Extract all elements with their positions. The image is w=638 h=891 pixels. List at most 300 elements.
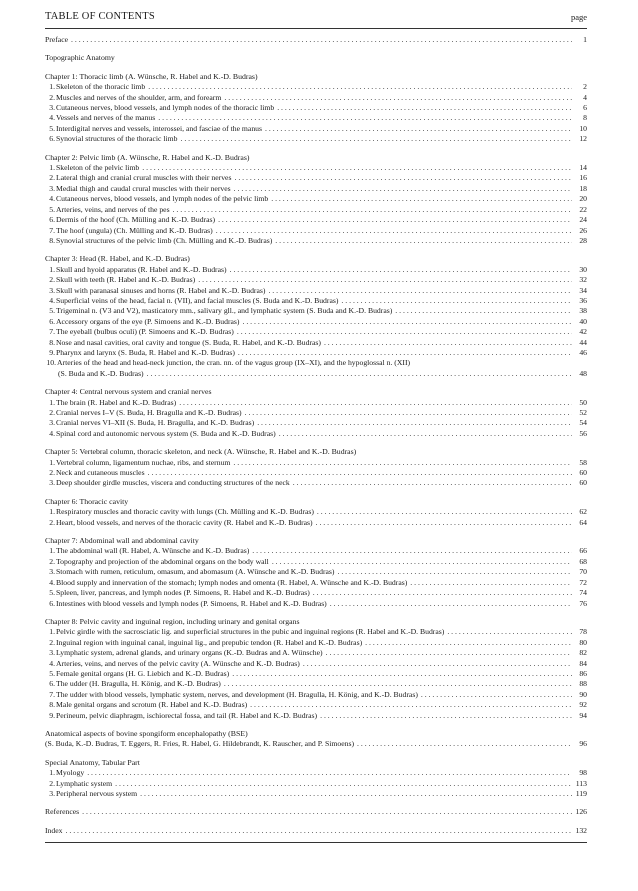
dot-leader: [216, 226, 572, 236]
entry-title: The abdominal wall (R. Habel, A. Wünsche and K.-D. Budras): [56, 546, 250, 556]
page-number: 16: [579, 173, 587, 183]
entry-title: Arteries, veins, and nerves of the pes: [56, 204, 170, 214]
chapter-gap: [45, 609, 587, 617]
dot-leader: [320, 711, 572, 721]
entry-title: Skull with paranasal sinuses and horns (R. Habel and K.-D. Budras): [56, 285, 266, 295]
page-number: 90: [579, 689, 587, 699]
entry-title: Accessory organs of the eye (P. Simoens and K.-D. Budras): [56, 316, 240, 326]
entry-number: 2.: [49, 92, 55, 102]
entry-number: 1.: [49, 546, 55, 556]
chapter-entry[interactable]: [45, 317, 587, 327]
entry-title: Blood supply and innervation of the stomach; lymph nodes and omenta (R. Habel, A. Wünsche and K.-D. Budras): [56, 577, 408, 587]
page-number: 12: [579, 134, 587, 144]
chapter-entry[interactable]: [45, 468, 587, 478]
entry-title: Interdigital nerves and vessels, interossei, and fasciae of the manus: [56, 123, 263, 133]
dot-leader: [147, 369, 572, 379]
entry-title: Skull and hyoid apparatus (R. Habel and K.-D. Budras): [56, 264, 227, 274]
dot-leader: [317, 507, 572, 517]
chapter-title: Chapter 8: Pelvic cavity and inguinal region, including urinary and genital organs: [45, 616, 300, 626]
section-title-topographic: Topographic Anatomy: [45, 53, 115, 63]
dot-leader: [365, 638, 572, 648]
chapter-entry[interactable]: [45, 679, 587, 689]
chapter-entry[interactable]: [45, 134, 587, 144]
page-number: 126: [575, 807, 587, 817]
page-number: 2: [583, 82, 587, 92]
entry-title: Arteries, veins, and nerves of the pelvic cavity (A. Wünsche and K.-D. Budras): [56, 658, 300, 668]
page-number: 70: [579, 567, 587, 577]
entry-title: Synovial structures of the pelvic limb (Ch. Mülling and K.-D. Budras): [56, 235, 273, 245]
chapter-entry[interactable]: [45, 236, 587, 246]
dot-leader: [234, 184, 572, 194]
dot-leader: [82, 807, 572, 817]
chapter-entry[interactable]: [45, 348, 587, 358]
page-number: 42: [579, 327, 587, 337]
dot-leader: [148, 468, 572, 478]
entry-number: 4.: [49, 428, 55, 438]
page-number: 56: [579, 428, 587, 438]
dot-leader: [410, 578, 572, 588]
chapter-title: Chapter 5: Vertebral column, thoracic skeleton, and neck (A. Wünsche, R. Habel and K.-D. Budras): [45, 447, 357, 457]
entry-title: Vertebral column, ligamentum nuchae, ribs, and sternum: [56, 457, 231, 467]
entry-title: Topography and projection of the abdominal organs on the body wall: [56, 556, 269, 566]
dot-leader: [341, 296, 572, 306]
dot-leader: [257, 418, 572, 428]
chapter-gap: [45, 528, 587, 536]
chapter-title: Chapter 4: Central nervous system and cranial nerves: [45, 387, 212, 397]
chapter-entry[interactable]: [45, 478, 587, 488]
entry-title: Medial thigh and caudal crural muscles with their nerves: [56, 183, 231, 193]
entry-title: Dermis of the hoof (Ch. Mülling and K.-D. Budras): [56, 215, 216, 225]
chapter-2: [45, 153, 587, 247]
entry-number: 6.: [49, 598, 55, 608]
entry-title: Lymphatic system: [56, 778, 113, 788]
chapter-gap: [45, 379, 587, 387]
page-number: 76: [579, 598, 587, 608]
chapter-entry[interactable]: [45, 567, 587, 577]
entry-number: 8.: [49, 337, 55, 347]
chapter-entry[interactable]: [45, 458, 587, 468]
page-number: 52: [579, 408, 587, 417]
toc-entry-bse[interactable]: (S. Buda, K.-D. Budras, T. Eggers, R. Fries, R. Habel, G. Hildebrandt, K. Rauscher, and P. Simoens) . . . 96: [45, 739, 587, 749]
dot-leader: [271, 194, 572, 204]
entry-title: Superficial veins of the head, facial n. (VII), and facial muscles (S. Buda and K.-D. Budras): [56, 295, 339, 305]
dot-leader: [293, 478, 572, 488]
page-number: 92: [579, 700, 587, 710]
entry-number: 2.: [49, 173, 55, 183]
dot-leader: [115, 779, 572, 789]
special-title: Special Anatomy, Tabular Part: [45, 757, 140, 767]
entry-title-continuation: (S. Buda and K.-D. Budras): [58, 368, 144, 378]
chapter-entry[interactable]: [45, 93, 587, 103]
chapter-entry[interactable]: [45, 286, 587, 296]
entry-number: 2.: [49, 517, 55, 527]
special-entry[interactable]: [45, 768, 587, 778]
entry-number: 4.: [49, 658, 55, 668]
entry-number: 8.: [49, 700, 55, 710]
chapter-entry[interactable]: [45, 215, 587, 225]
chapter-entry[interactable]: [45, 507, 587, 517]
page-number: 58: [579, 457, 587, 467]
entry-title: Arteries of the head and head-neck junction, the cran. nn. of the vagus group (IX–XI), and the hypoglossal n. (XII): [57, 358, 411, 368]
entry-number: 2.: [49, 637, 55, 647]
page-number: 119: [575, 789, 587, 798]
entry-title: Cutaneous nerves, blood vessels, and lymph nodes of the pelvic limb: [56, 194, 269, 204]
dot-leader: [232, 669, 572, 679]
page-number: 6: [583, 103, 587, 113]
dot-leader: [252, 546, 572, 556]
entry-number: 5.: [49, 204, 55, 214]
entry-number: 3.: [49, 648, 55, 658]
entry-title: Stomach with rumen, reticulum, omasum, and abomasum (A. Wünsche and K.-D. Budras): [56, 567, 335, 577]
chapter-gap: [45, 439, 587, 447]
dot-leader: [233, 458, 572, 468]
entry-number: 3.: [49, 418, 55, 428]
entry-number: 6.: [49, 679, 55, 689]
entry-title: Lymphatic system, adrenal glands, and urinary organs (K.-D. Budras and A. Wünsche): [56, 648, 323, 658]
toc-entry-index[interactable]: Index . . . 132: [45, 826, 587, 836]
page-number: 20: [579, 194, 587, 204]
page-number: 94: [579, 710, 587, 720]
chapter-5: [45, 447, 587, 489]
page-number: 132: [575, 825, 587, 835]
dot-leader: [326, 648, 572, 658]
entry-number: 1.: [49, 397, 55, 407]
page-number: 68: [579, 556, 587, 566]
chapter-entry[interactable]: [45, 627, 587, 637]
page-number: 38: [579, 306, 587, 316]
entry-number: 4.: [49, 113, 55, 123]
entry-number: 3.: [49, 183, 55, 193]
entry-number: 2.: [49, 556, 55, 566]
entry-title: Peripheral nervous system: [56, 789, 138, 798]
entry-title: Female genital organs (H. G. Liebich and K.-D. Budras): [56, 668, 230, 678]
entry-number: 2.: [49, 275, 55, 285]
dot-leader: [265, 124, 572, 134]
chapter-list: [45, 64, 587, 721]
page-number: 64: [579, 517, 587, 527]
entry-number: 10.: [46, 358, 56, 368]
dot-leader: [447, 627, 572, 637]
chapter-title: Chapter 7: Abdominal wall and abdominal cavity: [45, 536, 199, 546]
page-number: 96: [579, 739, 587, 749]
chapter-entry[interactable]: [45, 638, 587, 648]
page-number: 86: [579, 668, 587, 678]
entry-title: The hoof (ungula) (Ch. Mülling and K.-D. Budras): [56, 225, 213, 235]
chapter-gap: [45, 246, 587, 254]
entry-number: 9.: [49, 710, 55, 720]
chapter-entry[interactable]: [45, 648, 587, 658]
chapter-entry[interactable]: [45, 557, 587, 567]
chapter-entry[interactable]: [45, 546, 587, 556]
dot-leader: [421, 690, 572, 700]
entry-title: Spinal cord and autonomic nervous system (S. Buda and K.-D. Budras): [56, 428, 276, 438]
page-number: 1: [583, 35, 587, 44]
footer-rule: [45, 842, 587, 843]
dot-leader: [357, 739, 572, 749]
page-number: 44: [579, 337, 587, 347]
page-number: 54: [579, 418, 587, 428]
entry-title: Muscles and nerves of the shoulder, arm, and forearm: [56, 92, 222, 102]
entry-title: Pharynx and larynx (S. Buda, R. Habel and K.-D. Budras): [56, 347, 235, 357]
entry-title: Skeleton of the thoracic limb: [56, 82, 146, 92]
entry-number: 1.: [49, 768, 55, 778]
dot-leader: [179, 398, 572, 408]
entry-number: 7.: [49, 689, 55, 699]
page-number: 26: [579, 225, 587, 235]
entry-number: 3.: [49, 567, 55, 577]
chapter-entry[interactable]: [45, 690, 587, 700]
page-number: 88: [579, 679, 587, 689]
page-column-label: page: [570, 12, 587, 22]
chapter-entry[interactable]: [45, 306, 587, 316]
entry-number: 2.: [49, 408, 55, 417]
page-number: 14: [579, 163, 587, 173]
entry-number: 3.: [49, 285, 55, 295]
chapter-entry[interactable]: [45, 265, 587, 275]
page-number: 74: [579, 588, 587, 598]
dot-leader: [224, 679, 572, 689]
entry-number: 1.: [49, 264, 55, 274]
chapter-4: [45, 387, 587, 439]
entry-number: 1.: [49, 457, 55, 467]
entry-title: The udder (H. Bragulla, H. König, and K.-D. Budras): [56, 679, 221, 689]
entry-number: 9.: [49, 347, 55, 357]
entry-title: Vessels and nerves of the manus: [56, 113, 156, 123]
dot-leader: [250, 700, 572, 710]
chapter-entry[interactable]: [45, 82, 587, 92]
chapter-entry[interactable]: [45, 418, 587, 428]
page-number: 10: [579, 123, 587, 133]
chapter-entry[interactable]: [45, 578, 587, 588]
dot-leader: [279, 429, 572, 439]
chapter-entry-continuation[interactable]: [45, 369, 587, 379]
entry-title: Pelvic girdle with the sacrosciatic lig. and superficial structures in the pubic and inguinal regions (R. Habel and K.-D. Budras): [56, 627, 445, 637]
chapter-entry[interactable]: [45, 173, 587, 183]
chapter-entry[interactable]: [45, 194, 587, 204]
dot-leader: [395, 306, 572, 316]
entry-title: Cranial nerves VI–XII (S. Buda, H. Bragulla, and K.-D. Budras): [56, 418, 255, 428]
page-number: 62: [579, 507, 587, 517]
chapter-entry[interactable]: [45, 669, 587, 679]
page-number: 113: [575, 778, 587, 788]
page-number: 98: [579, 768, 587, 778]
chapter-entry[interactable]: [45, 518, 587, 528]
dot-leader: [198, 275, 572, 285]
chapter-3: [45, 254, 587, 379]
entry-number: 1.: [49, 82, 55, 92]
chapter-8: [45, 617, 587, 721]
dot-leader: [245, 408, 572, 418]
entry-number: 4.: [49, 295, 55, 305]
entry-title: Intestines with blood vessels and lymph nodes (P. Simoens, R. Habel and K.-D. Budras): [56, 598, 327, 608]
toc-entry-preface[interactable]: Preface . . . 1: [45, 35, 587, 45]
entry-number: 6.: [49, 316, 55, 326]
page-number: 28: [579, 235, 587, 245]
page-number: 66: [579, 546, 587, 556]
dot-leader: [218, 215, 572, 225]
chapter-entry[interactable]: [45, 124, 587, 134]
dot-leader: [173, 205, 572, 215]
chapter-entry[interactable]: [45, 296, 587, 306]
entry-number: 5.: [49, 123, 55, 133]
dot-leader: [224, 93, 572, 103]
chapter-entry[interactable]: [45, 398, 587, 408]
entry-title: Cranial nerves I–V (S. Buda, H. Bragulla and K.-D. Budras): [56, 408, 242, 417]
entry-title: Nose and nasal cavities, oral cavity and tongue (S. Buda, R. Habel, and K.-D. Budras): [56, 337, 321, 347]
entry-title: Lateral thigh and cranial crural muscles with their nerves: [56, 173, 232, 183]
entry-number: 5.: [49, 668, 55, 678]
entry-title: Respiratory muscles and thoracic cavity with lungs (Ch. Mülling and K.-D. Budras): [56, 507, 314, 517]
entry-number: 3.: [49, 789, 55, 798]
chapter-7: [45, 536, 587, 609]
toc-header: [45, 11, 587, 25]
chapter-gap: [45, 64, 587, 72]
page-number: 50: [579, 397, 587, 407]
entry-number: 3.: [49, 103, 55, 113]
page-number: 72: [579, 577, 587, 587]
entry-number: 1.: [49, 163, 55, 173]
dot-leader: [324, 338, 572, 348]
dot-leader: [237, 327, 572, 337]
entry-number: 4.: [49, 577, 55, 587]
dot-leader: [337, 567, 572, 577]
chapter-1: [45, 72, 587, 145]
chapter-entry[interactable]: [45, 588, 587, 598]
entry-title: Heart, blood vessels, and nerves of the thoracic cavity (R. Habel and K.-D. Budras): [56, 517, 313, 527]
entry-number: 7.: [49, 225, 55, 235]
chapter-entry[interactable]: [45, 659, 587, 669]
entry-title: The udder with blood vessels, lymphatic system, nerves, and development (H. Bragulla, H. König, and K.-D. Budras): [56, 689, 418, 699]
entry-title: Skull with teeth (R. Habel and K.-D. Budras): [56, 275, 196, 285]
chapter-entry[interactable]: [45, 700, 587, 710]
entry-number: 2.: [49, 778, 55, 788]
entry-number: 1.: [49, 627, 55, 637]
entry-title: The eyeball (bulbus oculi) (P. Simoens and K.-D. Budras): [56, 327, 234, 337]
toc-page: [45, 0, 587, 836]
page-number: 34: [579, 285, 587, 295]
chapter-title: Chapter 2: Pelvic limb (A. Wünsche, R. Habel and K.-D. Budras): [45, 152, 250, 162]
dot-leader: [234, 173, 572, 183]
dot-leader: [313, 588, 572, 598]
page-number: 82: [579, 648, 587, 658]
toc-entry-references[interactable]: References . . . 126: [45, 807, 587, 817]
page-number: 24: [579, 215, 587, 225]
entry-number: 5.: [49, 588, 55, 598]
entry-number: 6.: [49, 134, 55, 144]
chapter-entry[interactable]: [45, 408, 587, 418]
page-number: 8: [583, 113, 587, 123]
entry-number: 3.: [49, 478, 55, 488]
chapter-gap: [45, 145, 587, 153]
dot-leader: [71, 35, 572, 45]
entry-title: Neck and cutaneous muscles: [56, 468, 145, 478]
chapter-title: Chapter 1: Thoracic limb (A. Wünsche, R. Habel and K.-D. Budras): [45, 71, 258, 81]
chapter-entry[interactable]: [45, 429, 587, 439]
dot-leader: [87, 768, 572, 778]
entry-number: 5.: [49, 306, 55, 316]
special-entry[interactable]: [45, 779, 587, 789]
toc-title: TABLE OF CONTENTS: [45, 11, 155, 22]
entry-title: Deep shoulder girdle muscles, viscera and conducting structures of the neck: [56, 478, 290, 488]
page-number: 60: [579, 478, 587, 488]
entry-number: 7.: [49, 327, 55, 337]
entry-title: Inguinal region with inguinal canal, inguinal lig., and prepubic tendon (R. Habel and K.-D. Budras): [56, 637, 363, 647]
dot-leader: [272, 557, 572, 567]
dot-leader: [330, 599, 572, 609]
chapter-entry[interactable]: [45, 205, 587, 215]
chapter-entry[interactable]: [45, 113, 587, 123]
chapter-entry[interactable]: [45, 226, 587, 236]
entry-number: 2.: [49, 468, 55, 478]
dot-leader: [180, 134, 572, 144]
chapter-entry[interactable]: [45, 599, 587, 609]
chapter-entry[interactable]: [45, 711, 587, 721]
dot-leader: [66, 826, 572, 836]
entry-title: Myology: [56, 768, 85, 778]
dot-leader: [148, 82, 572, 92]
entry-number: 4.: [49, 194, 55, 204]
chapter-entry[interactable]: [45, 338, 587, 348]
entry-title: Trigeminal n. (V3 and V2), masticatory mm., salivary gll., and lymphatic system (S. Buda and K.-D. Budras): [56, 306, 393, 316]
special-list: [45, 768, 587, 799]
chapter-entry[interactable]: [45, 275, 587, 285]
bse-title: Anatomical aspects of bovine spongiform encephalopathy (BSE): [45, 728, 248, 738]
chapter-6: [45, 497, 587, 528]
dot-leader: [140, 789, 572, 799]
dot-leader: [277, 103, 572, 113]
page-number: 18: [579, 183, 587, 193]
dot-leader: [142, 163, 572, 173]
chapter-entry[interactable]: [45, 358, 587, 368]
chapter-entry[interactable]: [45, 327, 587, 337]
dot-leader: [316, 518, 572, 528]
page-number: 22: [579, 204, 587, 214]
special-entry[interactable]: [45, 789, 587, 799]
page-number: 36: [579, 295, 587, 305]
page-number: 4: [583, 92, 587, 102]
dot-leader: [268, 286, 572, 296]
page-number: 80: [579, 637, 587, 647]
dot-leader: [230, 265, 572, 275]
entry-number: 1.: [49, 507, 55, 517]
entry-title: Cutaneous nerves, blood vessels, and lymph nodes of the thoracic limb: [56, 103, 275, 113]
chapter-gap: [45, 489, 587, 497]
chapter-title: Chapter 3: Head (R. Habel, and K.-D. Budras): [45, 254, 190, 264]
page-number: 60: [579, 468, 587, 478]
entry-title: Male genital organs and scrotum (R. Habel and K.-D. Budras): [56, 700, 248, 710]
entry-number: 8.: [49, 235, 55, 245]
entry-title: Perineum, pelvic diaphragm, ischiorectal fossa, and tail (R. Habel and K.-D. Budras): [56, 710, 318, 720]
page-number: 48: [579, 368, 587, 378]
entry-number: 6.: [49, 215, 55, 225]
chapter-entry[interactable]: [45, 103, 587, 113]
page-number: 30: [579, 264, 587, 274]
dot-leader: [275, 236, 572, 246]
page-number: 32: [579, 275, 587, 285]
chapter-title: Chapter 6: Thoracic cavity: [45, 496, 129, 506]
page-number: 40: [579, 316, 587, 326]
entry-title: Spleen, liver, pancreas, and lymph nodes (P. Simoens, R. Habel and K.-D. Budras): [56, 588, 310, 598]
entry-title: The brain (R. Habel and K.-D. Budras): [56, 397, 177, 407]
chapter-entry[interactable]: [45, 163, 587, 173]
page-number: 84: [579, 658, 587, 668]
chapter-entry[interactable]: [45, 184, 587, 194]
page-number: 46: [579, 347, 587, 357]
page-number: 78: [579, 627, 587, 637]
dot-leader: [303, 659, 572, 669]
entry-title: Skeleton of the pelvic limb: [56, 163, 140, 173]
entry-title: Synovial structures of the thoracic limb: [56, 134, 178, 144]
